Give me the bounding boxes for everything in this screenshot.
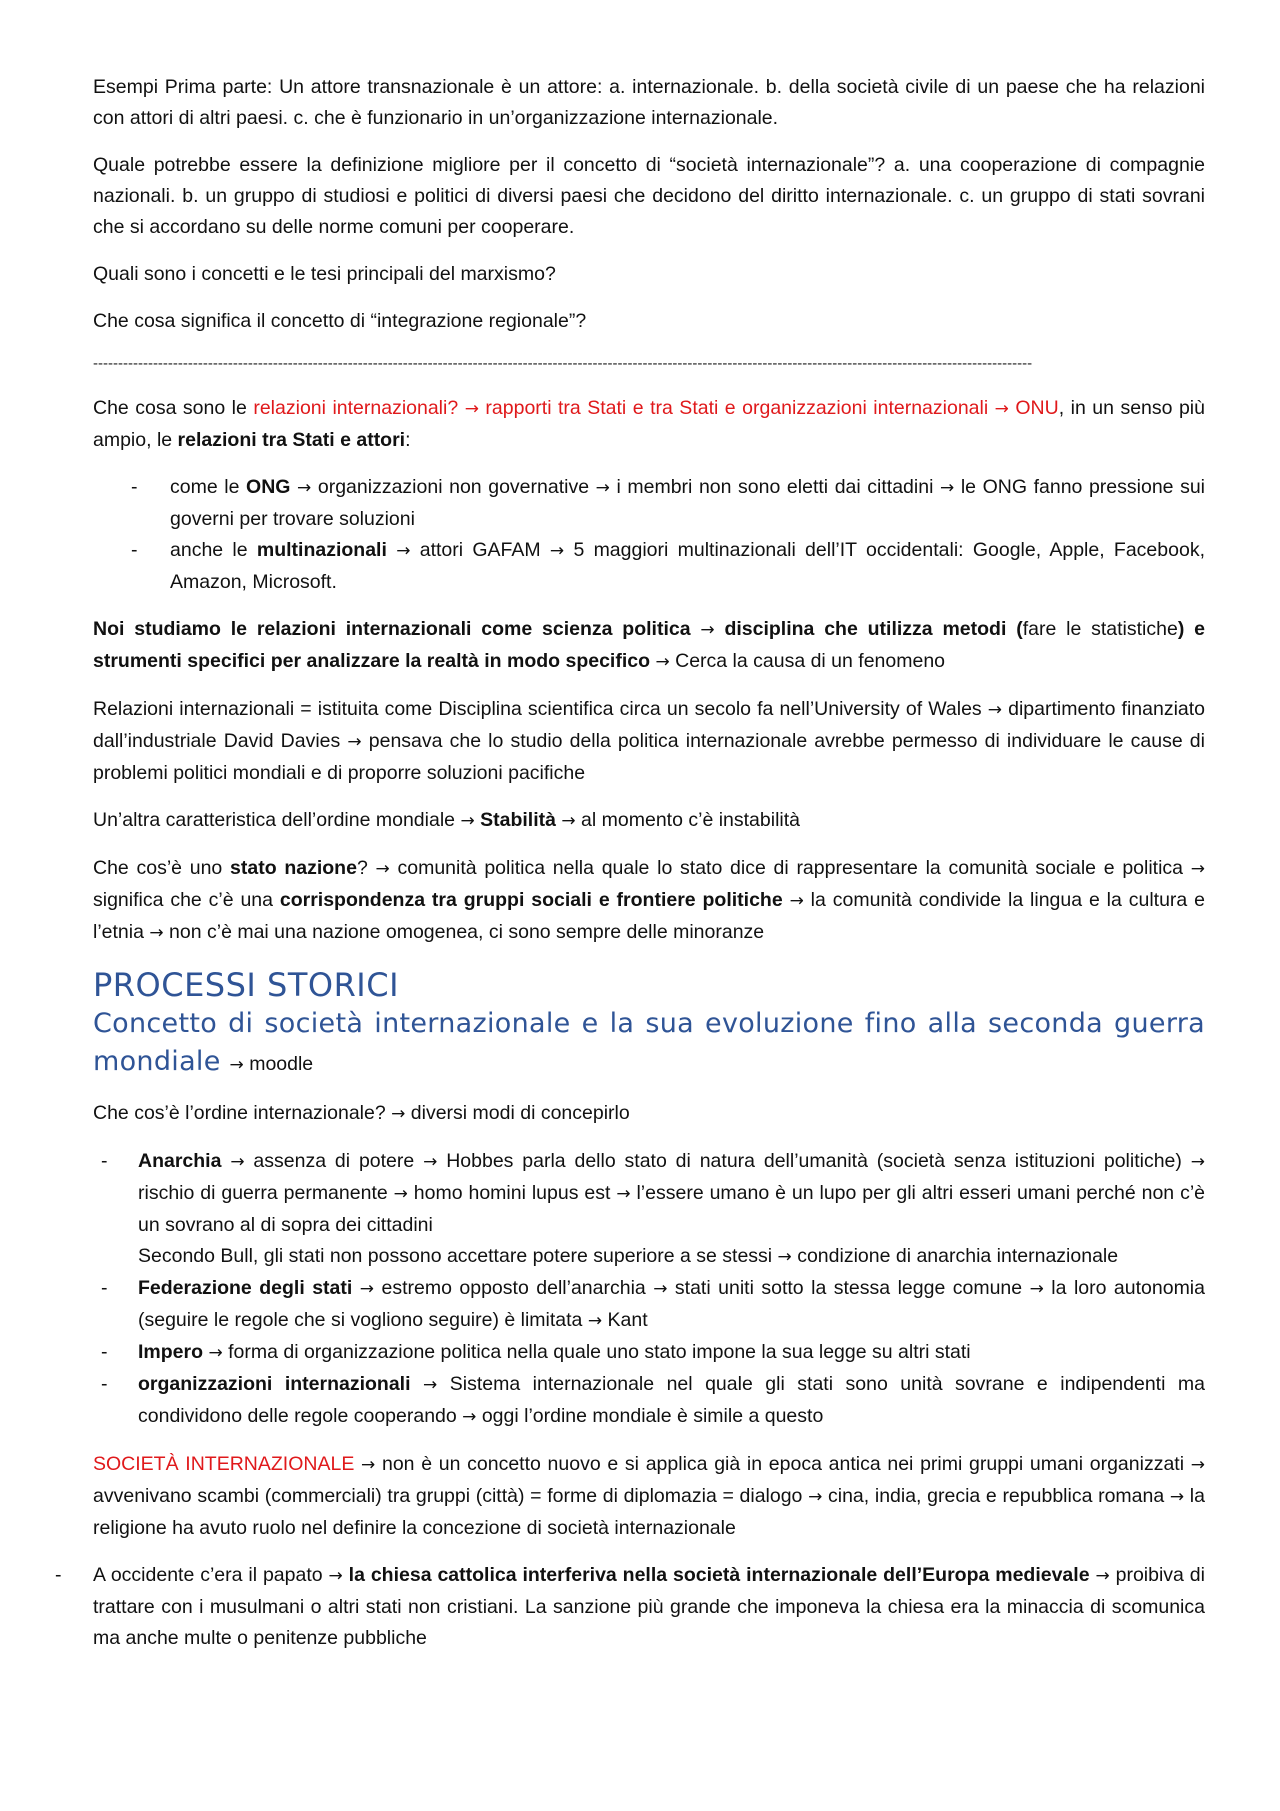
text: :: [405, 429, 411, 451]
arrow-icon: →: [1169, 1487, 1185, 1507]
arrow-icon: →: [464, 399, 479, 419]
arrow-icon: →: [229, 1055, 244, 1075]
text: estremo opposto dell’anarchia: [374, 1277, 654, 1299]
text: non c’è mai una nazione omogenea, ci sono sempre delle minoranze: [163, 921, 765, 943]
arrow-icon: →: [987, 700, 1003, 720]
dash-bullet: -: [101, 1373, 108, 1395]
text: Che cos’è uno: [93, 857, 231, 879]
arrow-icon: →: [423, 1152, 438, 1172]
arrow-icon: →: [359, 1279, 375, 1299]
text: avvenivano scambi (commerciali) tra gruppi (città) = forme di diplomazia = dialogo: [93, 1485, 809, 1507]
arrow-icon: →: [587, 1311, 603, 1331]
arrow-icon: →: [808, 1487, 823, 1507]
text: attori GAFAM: [410, 539, 550, 561]
arrow-icon: →: [393, 1184, 408, 1204]
actors-list: [93, 472, 1205, 598]
arrow-icon: →: [940, 478, 955, 498]
intro-paragraph-2: Quale potrebbe essere la definizione migliore per il concetto di “società internazionale”? a. una cooperazione di compagnie nazionali. b. un gruppo di studiosi e politici di diversi paesi che decidono del diritto internazionale. c. un gruppo di stati sovrani che si accordano su delle norme comuni per cooperare.: [93, 154, 1205, 238]
text: A occidente c’era il papato: [93, 1564, 329, 1586]
arrow-icon: →: [777, 1247, 792, 1267]
societa-paragraph: [93, 1449, 1205, 1544]
dash-bullet: -: [55, 1564, 62, 1586]
dash-bullet: -: [131, 476, 138, 498]
arrow-icon: →: [549, 541, 565, 561]
arrow-icon: →: [328, 1566, 343, 1586]
arrow-icon: →: [375, 859, 390, 879]
text: non è un concetto nuovo e si applica già in epoca antica nei primi gruppi umani organizzati: [375, 1453, 1191, 1475]
list-item: [93, 472, 1205, 535]
intro-paragraph-3: Quali sono i concetti e le tesi principali del marxismo?: [93, 263, 556, 285]
arrow-icon: →: [595, 478, 610, 498]
arrow-icon: →: [616, 1184, 631, 1204]
text: le ONG fanno pressione sui governi per trovare soluzioni: [170, 476, 1206, 530]
text: Che cos’è l’ordine internazionale?: [93, 1102, 392, 1124]
red-text: ONU: [1008, 397, 1059, 419]
dash-bullet: -: [131, 539, 138, 561]
text: la comunità condivide la lingua e la cultura e l’etnia: [93, 889, 1205, 943]
text: fare le statistiche: [1022, 618, 1178, 640]
arrow-icon: →: [700, 620, 715, 640]
bold-text: stato nazione: [230, 857, 357, 879]
separator-line: --------------------------------------------------------------------------------------------------------------------------------------------------------------------------------------------: [93, 355, 1033, 372]
text: pensava che lo studio della politica internazionale avrebbe permesso di individuare le cause di problemi politici mondiali e di proporre soluzioni pacifiche: [93, 730, 1205, 784]
list-item: [93, 1273, 1205, 1337]
bold-text: Federazione degli stati: [138, 1277, 353, 1299]
arrow-icon: →: [653, 1279, 668, 1299]
text: moodle: [243, 1053, 314, 1075]
text: oggi l’ordine mondiale è simile a questo: [476, 1405, 824, 1427]
text: anche le: [170, 539, 257, 561]
text: come le: [170, 476, 247, 498]
list-item: [55, 1560, 1205, 1654]
nation-paragraph: [93, 853, 1205, 949]
text: proibiva di trattare con i musulmani o altri stati non cristiani. La sanzione più grande che imponeva la chiesa era la minaccia di scomunica ma anche multe o penitenze pubbliche: [93, 1564, 1205, 1649]
arrow-icon: →: [1029, 1279, 1044, 1299]
text: Cerca la causa di un fenomeno: [669, 650, 946, 672]
heading-text: Concetto di società internazionale e la sua evoluzione fino alla seconda guerra mondiale: [93, 1008, 1205, 1077]
bold-text: multinazionali: [256, 539, 387, 561]
text: Secondo Bull, gli stati non possono accettare potere superiore a se stessi: [138, 1245, 778, 1267]
arrow-icon: →: [994, 399, 1009, 419]
red-text: SOCIETÀ INTERNAZIONALE: [93, 1453, 355, 1475]
dash-bullet: -: [101, 1277, 108, 1299]
text: l’essere umano è un lupo per gli altri esseri umani perché non c’è un sovrano al di sopra dei cittadini: [138, 1182, 1205, 1236]
text: Hobbes parla dello stato di natura dell’umanità (società senza istituzioni politiche): [437, 1150, 1191, 1172]
text: rischio di guerra permanente: [138, 1182, 394, 1204]
text: diversi modi di concepirlo: [405, 1102, 630, 1124]
arrow-icon: →: [1190, 1455, 1205, 1475]
bold-text: ) e strumenti specifici per analizzare la realtà in modo specifico: [93, 618, 1206, 672]
bold-text: ONG: [246, 476, 291, 498]
text: stati uniti sotto la stessa legge comune: [667, 1277, 1030, 1299]
arrow-icon: →: [396, 541, 411, 561]
ordine-list: [93, 1146, 1205, 1433]
text: Sistema internazionale nel quale gli stati sono unità sovrane e indipendenti ma condividono delle regole cooperando: [138, 1373, 1205, 1427]
text: i membri non sono eletti dai cittadini: [609, 476, 940, 498]
arrow-icon: →: [347, 732, 362, 752]
arrow-icon: →: [1190, 1152, 1205, 1172]
arrow-icon: →: [655, 652, 670, 672]
bold-text: Noi studiamo le relazioni internazionali come scienza politica: [93, 618, 701, 640]
text: al momento c’è instabilità: [575, 809, 800, 831]
bold-text: la chiesa cattolica interferiva nella società internazionale dell’Europa medievale: [348, 1564, 1090, 1586]
arrow-icon: →: [149, 923, 164, 943]
bold-text: Stabilità: [480, 809, 556, 831]
document-page: [55, 72, 1206, 1670]
heading-societa-internazionale: [93, 1005, 1205, 1084]
wales-paragraph: [93, 694, 1205, 789]
arrow-icon: →: [361, 1455, 376, 1475]
list-item: [93, 1369, 1205, 1433]
text: organizzazioni non governative: [311, 476, 596, 498]
arrow-icon: →: [391, 1104, 406, 1124]
red-text: rapporti tra Stati e tra Stati e organizzazioni internazionali: [478, 397, 995, 419]
bold-text: disciplina che utilizza metodi (: [714, 618, 1023, 640]
text: assenza di potere: [244, 1150, 424, 1172]
bold-text: Impero: [138, 1341, 204, 1363]
heading-tail: [230, 1053, 314, 1075]
arrow-icon: →: [208, 1343, 223, 1363]
science-paragraph: [93, 614, 1205, 678]
red-text: relazioni internazionali?: [253, 397, 465, 419]
arrow-icon: →: [423, 1375, 438, 1395]
list-item: [93, 1146, 1205, 1273]
text: 5 maggiori multinazionali dell’IT occidentali: Google, Apple, Facebook, Amazon, Microsoft.: [170, 539, 1205, 593]
order-paragraph: [93, 805, 1205, 837]
arrow-icon: →: [460, 811, 475, 831]
intro-paragraph-4: Che cosa significa il concetto di “integrazione regionale”?: [93, 310, 587, 332]
text: Relazioni internazionali = istituita come Disciplina scientifica circa un secolo fa nell’University of Wales: [93, 698, 988, 720]
heading-processi-storici: PROCESSI STORICI: [93, 966, 400, 1004]
arrow-icon: →: [1190, 859, 1206, 879]
text: dipartimento finanziato dall’industriale David Davies: [93, 698, 1206, 752]
arrow-icon: →: [561, 811, 576, 831]
arrow-icon: →: [297, 478, 312, 498]
relazioni-paragraph: [93, 393, 1205, 456]
papato-list: [55, 1560, 1205, 1654]
text: cina, india, grecia e repubblica romana: [822, 1485, 1170, 1507]
text: homo homini lupus est: [407, 1182, 617, 1204]
list-item: [93, 535, 1205, 598]
dash-bullet: -: [101, 1341, 108, 1363]
text: ?: [356, 857, 376, 879]
text: forma di organizzazione politica nella quale uno stato impone la sua legge su altri stati: [222, 1341, 971, 1363]
text: comunità politica nella quale lo stato dice di rappresentare la comunità sociale e politica: [389, 857, 1191, 879]
bold-text: Anarchia: [138, 1150, 222, 1172]
text: condizione di anarchia internazionale: [791, 1245, 1119, 1267]
text: Kant: [602, 1309, 648, 1331]
ordine-question: [93, 1098, 1205, 1130]
text: la religione ha avuto ruolo nel definire la concezione di società internazionale: [93, 1485, 1205, 1539]
bold-text: corrispondenza tra gruppi sociali e frontiere politiche: [279, 889, 783, 911]
intro-paragraph-1: Esempi Prima parte: Un attore transnazionale è un attore: a. internazionale. b. della società civile di un paese che ha relazioni con attori di altri paesi. c. che è funzionario in un’organizzazione internazionale.: [93, 76, 1205, 129]
arrow-icon: →: [462, 1407, 477, 1427]
arrow-icon: →: [230, 1152, 245, 1172]
arrow-icon: →: [1095, 1566, 1110, 1586]
dash-bullet: -: [101, 1150, 108, 1172]
text: significa che c’è una: [93, 889, 280, 911]
list-item: [93, 1337, 1205, 1369]
text: Che cosa sono le: [93, 397, 254, 419]
bold-text: organizzazioni internazionali: [138, 1373, 411, 1395]
text: la loro autonomia (seguire le regole che si vogliono seguire) è limitata: [138, 1277, 1205, 1331]
bold-text: relazioni tra Stati e attori: [177, 429, 406, 451]
text: , in un senso più ampio, le: [93, 397, 1205, 451]
text: Un’altra caratteristica dell’ordine mondiale: [93, 809, 461, 831]
arrow-icon: →: [789, 891, 804, 911]
